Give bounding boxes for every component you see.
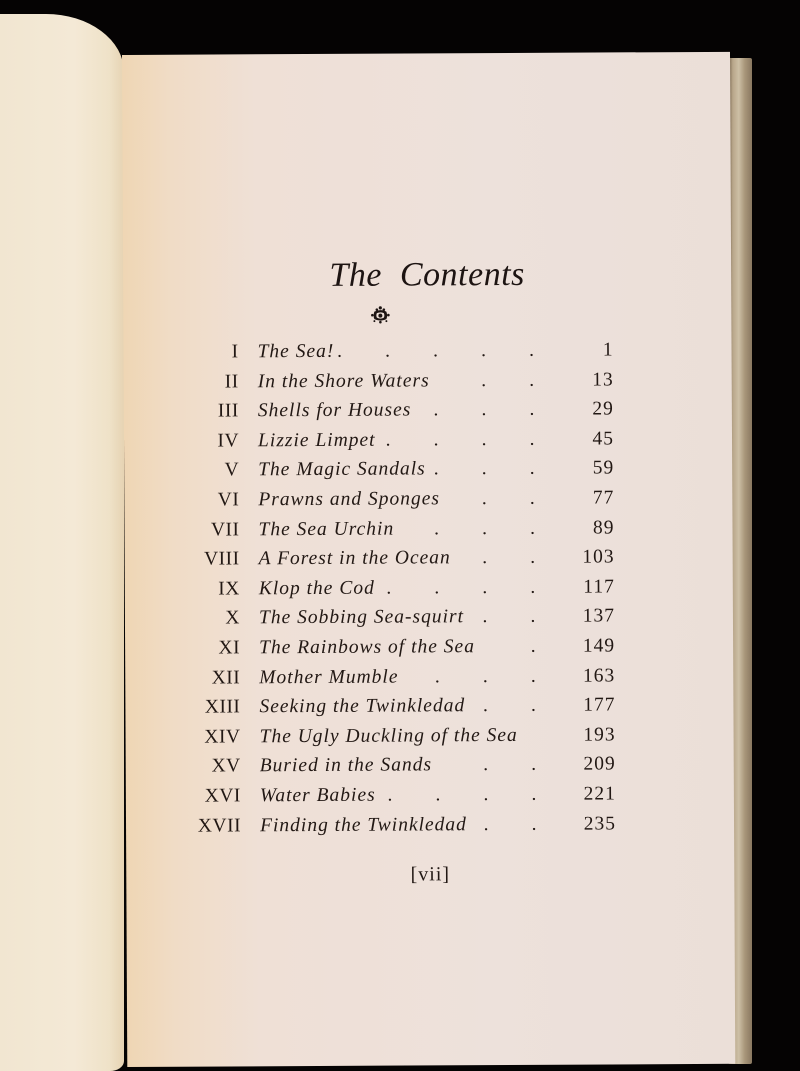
chapter-number: IV [217,430,240,452]
page-number: 163 [582,664,616,687]
leader-dots: . . . [433,458,535,480]
chapter-number: V [224,459,240,481]
chapter-title: The Sea Urchin [258,518,395,540]
page-number: 193 [583,724,616,746]
leader-dots: . . [481,369,535,391]
toc-entry [184,458,614,490]
chapter-title: The Rainbows of the Sea [259,636,475,659]
toc-entry [186,783,616,815]
page-title [123,255,731,296]
page-number: 45 [592,428,615,450]
chapter-number: XII [211,666,241,689]
chapter-title: Klop the Cod [258,577,375,600]
chapter-number: III [217,400,239,422]
chapter-title: The Sea! [257,340,335,363]
chapter-title: The Magic Sandals [258,458,426,481]
chapter-number: XIII [204,696,241,718]
toc-entry [185,606,615,638]
chapter-number: X [225,607,241,629]
page-number: 221 [583,783,616,805]
leader-dots: . . [483,754,537,776]
chapter-number: VII [210,518,240,541]
toc-entry [186,724,616,756]
page-number: 177 [583,694,616,716]
chapter-title: Water Babies [259,784,376,807]
toc-entry [185,547,615,579]
page-number: 137 [582,605,616,627]
page-number: 77 [592,487,615,509]
page-number: 103 [582,546,615,568]
leader-dots: . . . [434,665,536,687]
chapter-title: Lizzie Limpet [257,429,376,452]
toc-entry [184,339,614,371]
chapter-number: XIV [204,726,241,748]
leader-dots: . . [483,813,537,835]
toc-entry [184,517,614,549]
page-number: 235 [583,812,617,835]
leader-dots: . . [481,487,535,510]
page-folio: [vii] [410,863,451,886]
leader-dots: . . . . [387,783,537,806]
contents-page [122,52,735,1067]
chapter-number: VIII [204,548,240,570]
leader-dots: . . [482,694,536,717]
chapter-number: VI [217,489,240,511]
chapter-title: In the Shore Waters [257,369,430,392]
chapter-title: Mother Mumble [259,666,399,688]
chapter-title: The Sobbing Sea-squirt [258,606,465,629]
chapter-title: Shells for Houses [257,399,412,422]
chapter-title: Finding the Twinkledad [259,813,467,836]
page-number: 149 [582,635,616,657]
toc-entry [185,635,615,667]
chapter-number: II [224,370,239,393]
leader-dots: . [530,635,536,657]
table-of-contents [184,339,617,844]
leader-dots: . . [482,606,536,628]
toc-entry [186,754,616,786]
toc-entry [184,399,614,431]
title-word-the: The [329,256,383,294]
chapter-number: I [231,341,239,363]
toc-entry [185,695,615,727]
chapter-title: Seeking the Twinkledad [259,695,466,718]
leader-dots: . . . [433,399,535,421]
leader-dots: . . . . . [337,339,535,362]
chapter-number: XI [218,637,241,659]
chapter-number: IX [218,578,240,600]
toc-entry [184,369,614,401]
toc-entry [185,665,615,697]
chapter-number: XVI [204,785,241,807]
chapter-title: Prawns and Sponges [258,488,440,511]
toc-entry [184,487,614,519]
floral-ornament-icon [370,306,390,324]
chapter-number: XVII [197,814,242,837]
leader-dots: . . . . [386,576,536,599]
page-number: 209 [583,753,616,775]
page-number: 89 [592,516,615,539]
chapter-number: XV [211,755,241,777]
toc-entry [184,428,614,460]
chapter-title: A Forest in the Ocean [258,547,451,570]
page-number: 29 [592,398,614,420]
leader-dots: . . . . [385,428,535,451]
leader-dots: . . . [433,517,535,539]
chapter-title: The Ugly Duckling of the Sea [259,724,518,748]
left-page-curl [0,14,124,1071]
title-word-contents: Contents [399,255,525,294]
chapter-title: Buried in the Sands [259,754,433,777]
page-number: 59 [592,457,615,479]
leader-dots: . . [482,547,536,569]
toc-entry [186,813,616,845]
page-number: 13 [592,369,614,391]
toc-entry [185,576,615,608]
page-number: 1 [602,339,614,361]
page-number: 117 [583,576,615,598]
